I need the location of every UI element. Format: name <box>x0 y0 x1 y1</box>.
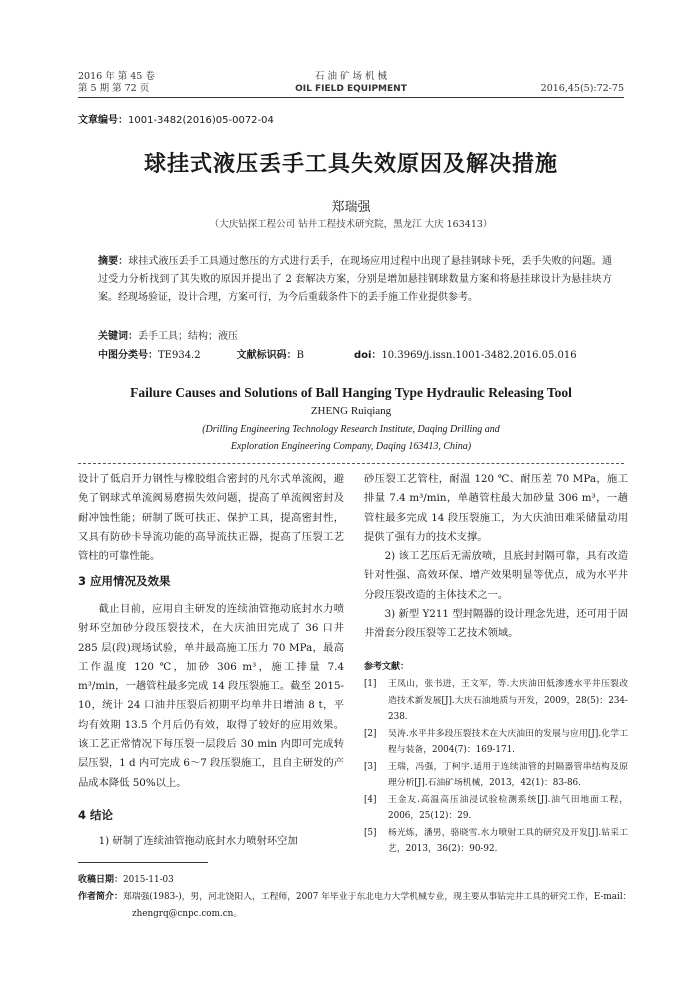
clc-value: TE934.2 <box>158 350 201 361</box>
doc-code-label: 文献标识码： <box>236 350 297 361</box>
classification-line <box>98 346 618 361</box>
paper-title-en: Failure Causes and Solutions of Ball Hanging Type Hydraulic Releasing Tool <box>130 385 572 400</box>
doi-value: 10.3969/j.issn.1001-3482.2016.05.016 <box>381 350 577 361</box>
article-number-value: 1001-3482(2016)05-0072-04 <box>128 115 274 126</box>
references-heading: 参考文献： <box>364 662 410 672</box>
bio-text: 郑瑞强(1983-)，男，河北饶阳人，工程师，2007 年毕业于东北电力大学机械专业，现主要从事钻完井工具的研究工作，E-mail：zhengrq@cnpc.com.cn。 <box>123 892 632 919</box>
right-paragraph-3: 3) 新型 Y211 型封隔器的设计理念先进，还可用于固井滑套分段压裂等工艺技术领域。 <box>364 608 628 640</box>
header-rule <box>78 97 624 98</box>
reference-item <box>364 792 628 825</box>
left-paragraph-3-wrap <box>78 832 344 851</box>
received-date <box>78 872 630 889</box>
left-paragraph-3: 1) 研制了连续油管拖动底封水力喷射环空加 <box>98 835 298 847</box>
keywords-label: 关键词： <box>98 331 138 342</box>
doi-label: doi： <box>353 350 382 361</box>
reference-text: 王瑞，冯强，丁柯宇.适用于连续油管的封隔器管串结构及原理分析[J].石油矿场机械，2013，42(1)：83-86. <box>388 761 628 788</box>
left-paragraph-2: 截止目前，应用自主研发的连续油管拖动底封水力喷射环空加砂分段压裂技术，在大庆油田完成了 36 口井 285 层(段)现场试验，单井最高施工压力 70 MPa，最高工作温度 120 ℃，加砂 306 m³，施工排量 7.4 m³/min，一趟管柱最多完成 14 段压裂施工。截至 2015-10，统计 24 口油井压裂后初期平均单井日增油 8 t，平均有效期 13.5 个月后仍有效，取得了较好的应用效果。该工艺正常情况下每压裂一层段后 30 min 内即可完成转层压裂，1 d 内可完成 6～7 段压裂施工，且自主研发的产品成本降低 50%以上。 <box>78 603 344 789</box>
abstract-label: 摘要： <box>98 256 129 267</box>
author-en: ZHENG Ruiqiang <box>310 405 392 417</box>
header-journal-en: OIL FIELD EQUIPMENT <box>295 84 407 94</box>
section-3-heading: 3 应用情况及效果 <box>78 574 171 588</box>
paper-title-cn: 球挂式液压丢手工具失效原因及解决措施 <box>143 152 558 177</box>
section-divider <box>78 463 624 464</box>
reference-item <box>364 726 628 759</box>
keywords-text: 丢手工具；结构；液压 <box>138 331 238 342</box>
reference-number: [3] <box>364 761 377 772</box>
abstract-text: 球挂式液压丢手工具通过憋压的方式进行丢手，在现场应用过程中出现了悬挂钢球卡死，丢手失败的问题。通过受力分析找到了其失败的原因并提出了 2 套解决方案，分别是增加悬挂钢球数量方案和将悬挂球设计为悬挂块方案。经现场验证，设计合理，方案可行，为今后重载条件下的丢手施工作业提供参考。 <box>98 256 613 304</box>
affiliation-en-line-2: Exploration Engineering Company, Daqing 163413, China) <box>230 441 472 452</box>
left-column <box>78 470 344 566</box>
bio-label: 作者简介： <box>78 892 124 902</box>
right-paragraph-1: 砂压裂工艺管柱，耐温 120 ℃、耐压差 70 MPa，施工排量 7.4 m³/min，单趟管柱最大加砂量 306 m³，一趟管柱最多完成 14 段压裂施工，为大庆油田难采储量动用提供了强有力的技术支撑。 <box>364 473 628 543</box>
references-list <box>364 676 628 858</box>
received-value: 2015-11-03 <box>123 875 174 885</box>
author-bio <box>78 889 684 922</box>
header-citation: 2016,45(5):72-75 <box>540 83 624 94</box>
right-paragraph-2: 2) 该工艺压后无需放喷，且底封封隔可靠，具有改造针对性强、高效环保、增产效果明显等优点，成为水平井分段压裂改造的主体技术之一。 <box>364 550 628 601</box>
reference-text: 王凤山，张书进，王文军，等.大庆油田低渗透水平井压裂改造技术新发展[J].大庆石油地质与开发，2009，28(5)：234-238. <box>388 679 628 722</box>
header-journal-cn: 石 油 矿 场 机 械 <box>314 71 388 82</box>
article-number-label: 文章编号： <box>78 115 128 126</box>
header-issue-page: 第 5 期 第 72 页 <box>78 83 150 94</box>
left-paragraph-2-wrap <box>78 600 344 793</box>
reference-text: 吴涛.水平井多段压裂技术在大庆油田的发展与应用[J].化学工程与装备，2004(7)：169-171. <box>388 728 628 755</box>
doc-code-value: B <box>296 350 304 361</box>
affiliation-en <box>78 421 624 455</box>
reference-number: [5] <box>364 827 377 838</box>
left-paragraph-1: 设计了低启开力钢性与橡胶组合密封的凡尔式单流阀，避免了钢球式单流阀易磨损失效问题，提高了单流阀密封及耐冲蚀性能；研制了既可扶正、保护工具，提高密封性，又具有防砂卡导流功能的高导流扶正器，提高了压裂工艺管柱的可靠性能。 <box>78 473 344 563</box>
reference-text: 杨光炼，潘男，骆晓雪.水力喷射工具的研究及开发[J].钻采工艺，2013，36(2)：90-92. <box>388 827 628 854</box>
reference-item <box>364 676 628 726</box>
author-cn: 郑瑞强 <box>331 200 371 215</box>
reference-number: [4] <box>364 794 377 805</box>
reference-number: [2] <box>364 728 377 739</box>
clc-label: 中图分类号： <box>98 350 158 361</box>
received-label: 收稿日期： <box>78 875 124 885</box>
affiliation-cn: （大庆钻探工程公司 钻井工程技术研究院，黑龙江 大庆 163413） <box>209 219 493 230</box>
keywords <box>98 327 238 342</box>
article-number <box>78 111 274 126</box>
section-4-heading: 4 结论 <box>78 808 114 822</box>
affiliation-en-line-1: (Drilling Engineering Technology Research Institute, Daqing Drilling and <box>202 424 500 435</box>
reference-item <box>364 759 628 792</box>
footnote-rule <box>78 862 208 863</box>
reference-number: [1] <box>364 679 377 689</box>
right-column <box>364 470 628 644</box>
header-year-volume: 2016 年 第 45 卷 <box>78 71 155 82</box>
reference-item <box>364 825 628 858</box>
reference-text: 王金友.高温高压油浸试验检测系统[J].油气田地面工程，2006，25(12)：29. <box>388 794 628 821</box>
abstract <box>98 253 612 308</box>
